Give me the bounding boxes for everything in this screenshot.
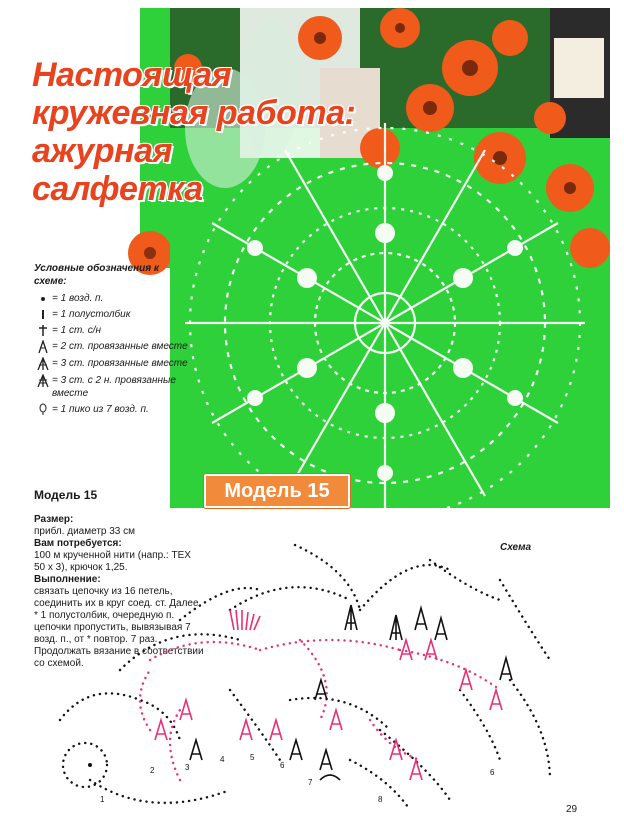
legend-heading: Условные обозначения к схеме: (34, 263, 159, 287)
legend-item-text: = 3 ст. провязанные вместе (52, 358, 188, 369)
row-number-2: 2 (150, 766, 155, 775)
three-stitch-icon (34, 357, 52, 371)
row-number-4: 4 (220, 755, 225, 764)
title-line-2: кружевная работа: (32, 94, 356, 132)
page-title (32, 56, 392, 208)
three-double-icon (34, 374, 52, 388)
legend-item (34, 403, 194, 416)
materials-text: 100 м крученной нити (напр.: ТЕХ 50 x 3), крючок 1,25. (34, 550, 191, 573)
two-stitch-icon (34, 340, 52, 354)
execution-text: связать цепочку из 16 петель, соединить их в круг соед. ст. Далее * 1 полустолбик, очередную п. цепочки пропустить, вывязывая 7 возд. п., от * повтор. 7 раз. Продолжать вязание в соответствии со схемой. (34, 586, 204, 669)
dot-icon (34, 292, 52, 304)
execution-heading: Выполнение: (34, 574, 101, 585)
bar-icon (34, 308, 52, 320)
title-line-4: салфетка (32, 170, 203, 208)
legend-item (34, 308, 194, 321)
row-number-1: 1 (100, 795, 105, 804)
size-heading: Размер: (34, 514, 74, 525)
scheme-label: Схема (500, 542, 532, 553)
legend-item-text: = 1 полустолбик (52, 309, 131, 320)
row-number-6b: 6 (490, 768, 495, 777)
legend (34, 262, 194, 419)
row-number-5: 5 (250, 753, 255, 762)
legend-item (34, 292, 194, 305)
size-text: прибл. диаметр 33 см (34, 526, 136, 537)
legend-item (34, 324, 194, 337)
model-label: Модель 15 (34, 488, 98, 502)
legend-item (34, 340, 194, 354)
crochet-diagram (30, 530, 590, 820)
legend-item (34, 357, 194, 371)
model-badge: Модель 15 (204, 474, 350, 508)
legend-item-text: = 1 ст. с/н (52, 325, 102, 336)
legend-item (34, 374, 194, 400)
row-number-8: 8 (378, 795, 383, 804)
legend-item-text: = 1 возд. п. (52, 293, 104, 304)
row-number-6: 6 (280, 761, 285, 770)
legend-item-text: = 1 пико из 7 возд. п. (52, 404, 149, 415)
materials-heading: Вам потребуется: (34, 538, 122, 549)
legend-item-text: = 3 ст. с 2 н. провязанные вместе (52, 375, 176, 399)
row-number-7: 7 (308, 778, 313, 787)
title-line-3: ажурная (32, 132, 173, 170)
picot-icon (34, 403, 52, 415)
page-number: 29 (566, 804, 578, 815)
title-line-1: Настоящая (32, 56, 232, 94)
legend-item-text: = 2 ст. провязанные вместе (52, 341, 188, 352)
cross-icon (34, 324, 52, 336)
row-number-3: 3 (185, 763, 190, 772)
